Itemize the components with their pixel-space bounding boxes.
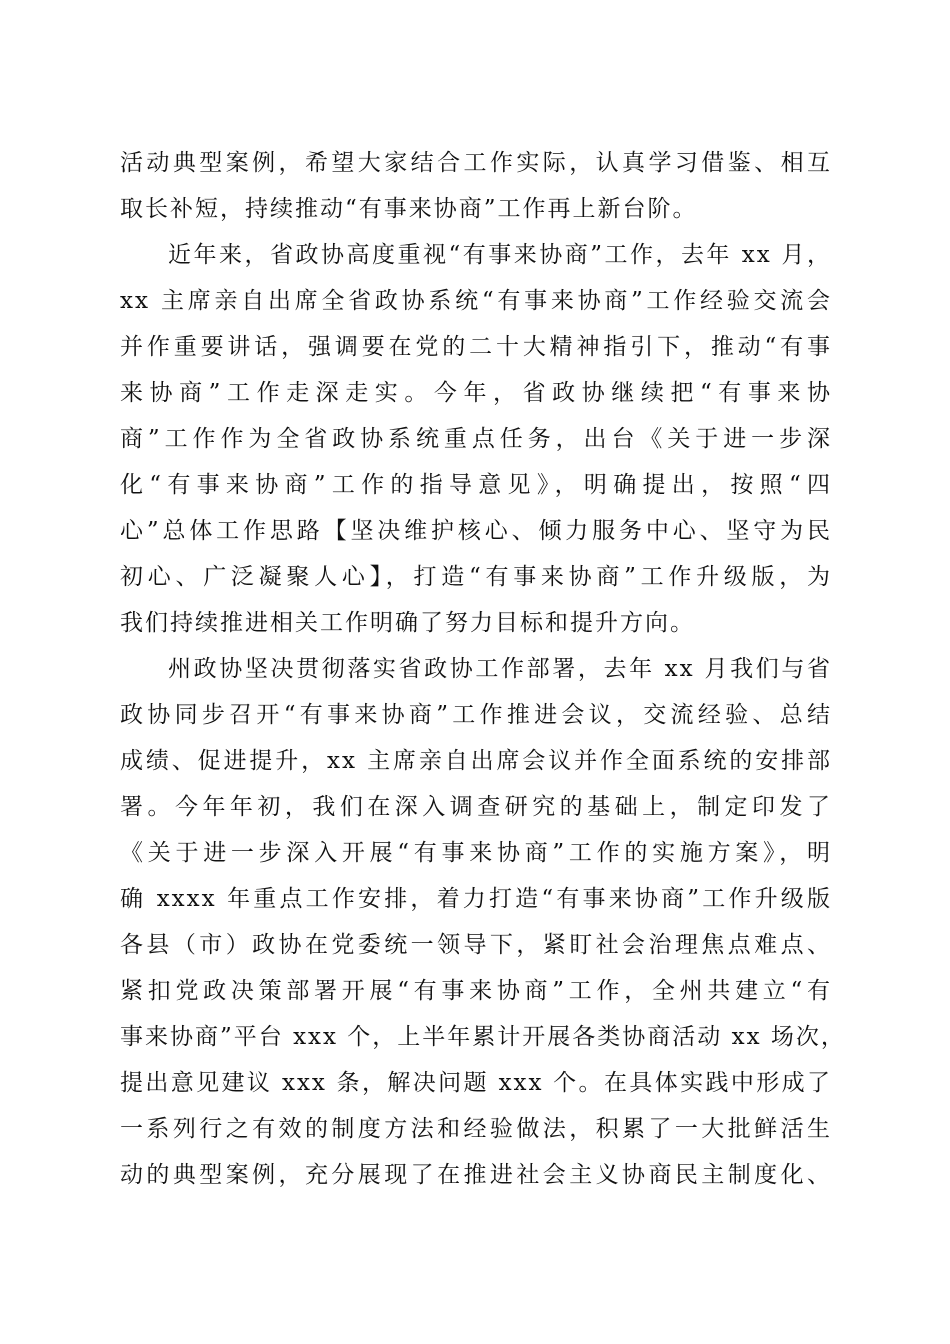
paragraph-2-line-6: 化“有事来协商”工作的指导意见》，明确提出，按照“四 bbox=[120, 472, 832, 498]
paragraph-3-line-11: 一系列行之有效的制度方法和经验做法，积累了一大批鲜活生 bbox=[120, 1116, 832, 1142]
paragraph-3-line-12: 动的典型案例，充分展现了在推进社会主义协商民主制度化、 bbox=[120, 1162, 832, 1188]
paragraph-3-line-7: 各县（市）政协在党委统一领导下，紧盯社会治理焦点难点、 bbox=[120, 932, 832, 958]
paragraph-1-line-1: 活动典型案例，希望大家结合工作实际，认真学习借鉴、相互 bbox=[120, 150, 832, 176]
paragraph-2-line-2: xx 主席亲自出席全省政协系统“有事来协商”工作经验交流会 bbox=[120, 288, 832, 314]
paragraph-2-line-7: 心”总体工作思路【坚决维护核心、倾力服务中心、坚守为民 bbox=[120, 518, 832, 544]
paragraph-3-line-2: 政协同步召开“有事来协商”工作推进会议，交流经验、总结 bbox=[120, 702, 832, 728]
paragraph-2-line-3: 并作重要讲话，强调要在党的二十大精神指引下，推动“有事 bbox=[120, 334, 832, 360]
paragraph-3-line-9: 事来协商”平台 xxx 个，上半年累计开展各类协商活动 xx 场次， bbox=[120, 1024, 846, 1050]
paragraph-3-line-5: 《关于进一步深入开展“有事来协商”工作的实施方案》，明 bbox=[120, 840, 832, 866]
paragraph-3-line-4: 署。今年年初，我们在深入调查研究的基础上，制定印发了 bbox=[120, 794, 832, 820]
paragraph-2-line-4: 来协商”工作走深走实。今年，省政协继续把“有事来协 bbox=[120, 380, 832, 406]
paragraph-3-line-3: 成绩、促进提升，xx 主席亲自出席会议并作全面系统的安排部 bbox=[120, 748, 832, 774]
paragraph-2-line-1: 近年来，省政协高度重视“有事来协商”工作，去年 xx 月， bbox=[168, 242, 832, 268]
paragraph-3-line-6: 确 xxxx 年重点工作安排，着力打造“有事来协商”工作升级版 bbox=[120, 886, 832, 912]
paragraph-1-line-2: 取长补短，持续推动“有事来协商”工作再上新台阶。 bbox=[120, 196, 698, 222]
paragraph-3-line-1: 州政协坚决贯彻落实省政协工作部署，去年 xx 月我们与省 bbox=[168, 656, 832, 682]
paragraph-2-line-8: 初心、广泛凝聚人心】，打造“有事来协商”工作升级版，为 bbox=[120, 564, 832, 590]
paragraph-3-line-8: 紧扣党政决策部署开展“有事来协商”工作，全州共建立“有 bbox=[120, 978, 832, 1004]
paragraph-3-line-10: 提出意见建议 xxx 条，解决问题 xxx 个。在具体实践中形成了 bbox=[120, 1070, 832, 1096]
paragraph-2-line-9: 我们持续推进相关工作明确了努力目标和提升方向。 bbox=[120, 610, 695, 636]
paragraph-2-line-5: 商”工作作为全省政协系统重点任务，出台《关于进一步深 bbox=[120, 426, 832, 452]
document-body bbox=[120, 140, 846, 1198]
